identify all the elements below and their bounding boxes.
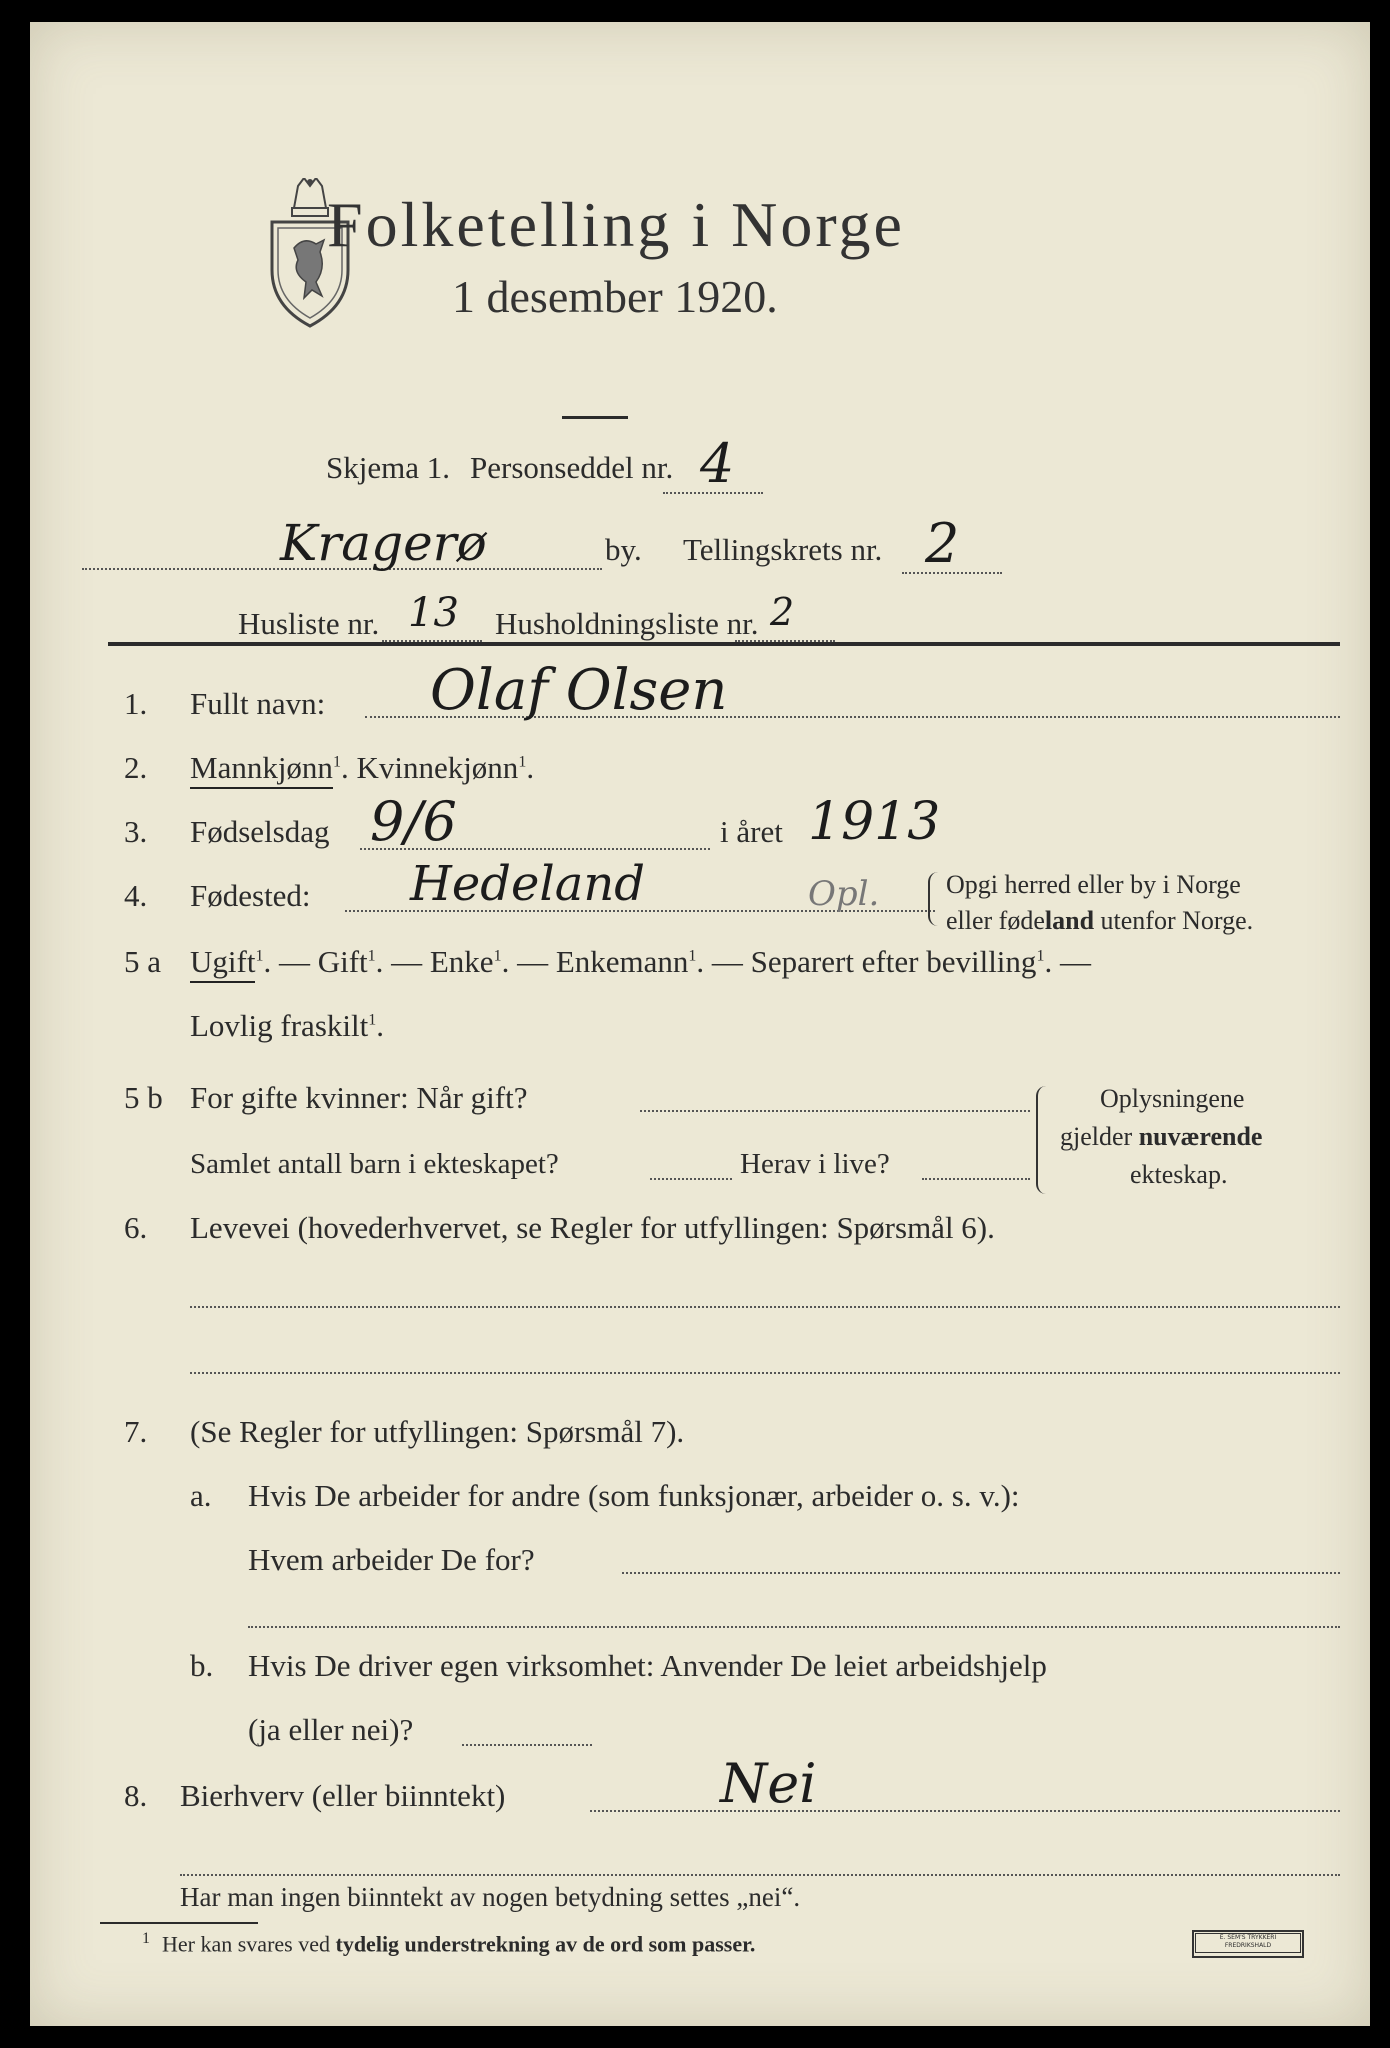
q7b-letter: b.	[190, 1648, 214, 1683]
footnote-text: Her kan svares ved	[162, 1931, 336, 1957]
separator: —	[1059, 944, 1091, 979]
q5b-herav: Herav i live?	[740, 1148, 890, 1180]
footer-note: Har man ingen biinntekt av nogen betydning settes „nei“.	[180, 1882, 801, 1912]
place-value: Kragerø	[280, 514, 487, 572]
printer-name: E. SEM'S TRYKKERI	[1219, 1934, 1277, 1941]
q7b-text: Hvis De driver egen virksomhet: Anvender De leiet arbeidshjelp	[248, 1648, 1047, 1683]
q7a-sub: Hvem arbeider De for?	[248, 1542, 535, 1577]
footnote-marker: 1	[688, 947, 697, 965]
census-form	[30, 22, 1370, 2026]
q1-number: 1.	[124, 686, 148, 721]
option-enkemann: Enkemann	[555, 944, 689, 979]
q7a-letter: a.	[190, 1478, 212, 1513]
q7b-sub: (ja eller nei)?	[248, 1712, 414, 1747]
footnote-marker: 1	[332, 753, 341, 771]
skjema-label: Skjema 1.	[326, 450, 450, 485]
husholdning-label: Husholdningsliste nr.	[495, 606, 759, 641]
footnote-marker: 1	[1036, 947, 1045, 965]
husliste-value: 13	[408, 590, 459, 636]
option-separert: Separert efter bevilling	[750, 944, 1037, 979]
q4-note-text: eller føde	[946, 906, 1045, 935]
footnote-marker: 1	[367, 947, 376, 965]
husliste-label: Husliste nr.	[238, 606, 380, 641]
q7-number: 7.	[124, 1414, 148, 1449]
footnote-marker: 1	[255, 947, 264, 965]
q3-number: 3.	[124, 814, 148, 849]
q6-line-1	[190, 1306, 1340, 1308]
footnote	[142, 1930, 755, 1957]
q7-label: (Se Regler for utfyllingen: Spørsmål 7).	[190, 1414, 685, 1449]
q5b-note-line1: Oplysningene	[1100, 1084, 1245, 1113]
q5b-married-line	[640, 1110, 1030, 1112]
q4-label: Fødested:	[190, 878, 311, 913]
q5b-number: 5 b	[124, 1080, 163, 1115]
q4-note-brace	[928, 872, 940, 926]
footnote-bold: tydelig understrekning av de ord som passer.	[335, 1931, 756, 1957]
q1-value: Olaf Olsen	[430, 658, 728, 723]
separator: —	[517, 944, 549, 979]
q3-year-label: i året	[720, 814, 783, 849]
q4-value: Hedeland	[410, 856, 646, 912]
q6-label: Levevei (hovederhvervet, se Regler for utfyllingen: Spørsmål 6).	[190, 1210, 995, 1245]
footnote-marker: 1	[518, 753, 527, 771]
q1-label: Fullt navn:	[190, 686, 326, 721]
footnote-marker: 1	[368, 1011, 377, 1029]
q4-note-bold: land	[1044, 906, 1095, 935]
printer-mark	[1192, 1930, 1304, 1958]
option-mannkjonn: Mannkjønn	[190, 750, 333, 789]
q3-label: Fødselsdag	[190, 814, 330, 849]
option-kvinnekjonn: Kvinnekjønn	[356, 750, 519, 785]
q8-label: Bierhverv (eller biinntekt)	[180, 1778, 506, 1813]
option-fraskilt: Lovlig fraskilt	[190, 1008, 369, 1043]
personseddel-label: Personseddel nr.	[470, 450, 674, 485]
personseddel-value: 4	[700, 432, 735, 495]
title-divider	[562, 416, 628, 419]
by-label: by.	[605, 532, 642, 567]
tellingskrets-value: 2	[925, 512, 960, 575]
q7a-line-1	[622, 1572, 1340, 1574]
q5a-options: Ugift$^1$. — Gift$^1$. — Enke$^1$. — Enkemann$^1$. — Separert efter bevilling$^1$. —	[190, 944, 1091, 980]
q3-year-value: 1913	[808, 792, 941, 852]
printer-city: FREDRIKSHALD	[1224, 1942, 1272, 1949]
header-divider	[108, 642, 1340, 646]
q6-line-2	[190, 1372, 1340, 1374]
q4-number: 4.	[124, 878, 148, 913]
q6-number: 6.	[124, 1210, 148, 1245]
footnote-number: 1	[142, 1930, 150, 1947]
q7a-text: Hvis De arbeider for andre (som funksjonær, arbeider o. s. v.):	[248, 1478, 1020, 1513]
q8-value: Nei	[720, 1752, 817, 1815]
separator: —	[278, 944, 310, 979]
separator: —	[391, 944, 423, 979]
q5b-note-brace	[1036, 1086, 1050, 1194]
separator: —	[711, 944, 743, 979]
q5b-samlet-line	[650, 1178, 732, 1180]
q4-note-line2	[946, 906, 1253, 936]
q2-options: Mannkjønn$^1$. Kvinnekjønn$^1$.	[190, 750, 534, 786]
footnote-marker: 1	[493, 947, 502, 965]
q4-note-text: utenfor Norge.	[1094, 906, 1254, 935]
q8-number: 8.	[124, 1778, 148, 1813]
q5b-samlet: Samlet antall barn i ekteskapet?	[190, 1148, 559, 1180]
q5b-label: For gifte kvinner: Når gift?	[190, 1080, 528, 1115]
option-enke: Enke	[429, 944, 494, 979]
option-ugift: Ugift	[190, 944, 255, 983]
q5a-fraskilt: Lovlig fraskilt$^1$.	[190, 1008, 384, 1043]
q5b-herav-line	[922, 1178, 1030, 1180]
q3-day-value: 9/6	[370, 790, 457, 853]
husholdning-value: 2	[770, 590, 795, 634]
tellingskrets-label: Tellingskrets nr.	[683, 532, 883, 567]
q5a-number: 5 a	[124, 944, 162, 979]
q5b-note-line2	[1060, 1122, 1262, 1152]
option-gift: Gift	[317, 944, 368, 979]
q5b-note-bold: nuværende	[1138, 1122, 1263, 1151]
q7b-line	[462, 1744, 592, 1746]
q8-line-2	[180, 1874, 1340, 1876]
q4-note-line1: Opgi herred eller by i Norge	[946, 870, 1241, 899]
q7a-line-2	[248, 1626, 1340, 1628]
q5b-note-line3: ekteskap.	[1130, 1160, 1228, 1189]
form-title: Folketelling i Norge	[327, 189, 905, 260]
q8-line-1	[590, 1810, 1340, 1812]
q5b-note-text: gjelder	[1060, 1122, 1139, 1151]
q4-extra: Opl.	[808, 874, 880, 914]
census-date: 1 desember 1920.	[452, 271, 778, 322]
footnote-divider	[100, 1922, 258, 1924]
q2-number: 2.	[124, 750, 148, 785]
